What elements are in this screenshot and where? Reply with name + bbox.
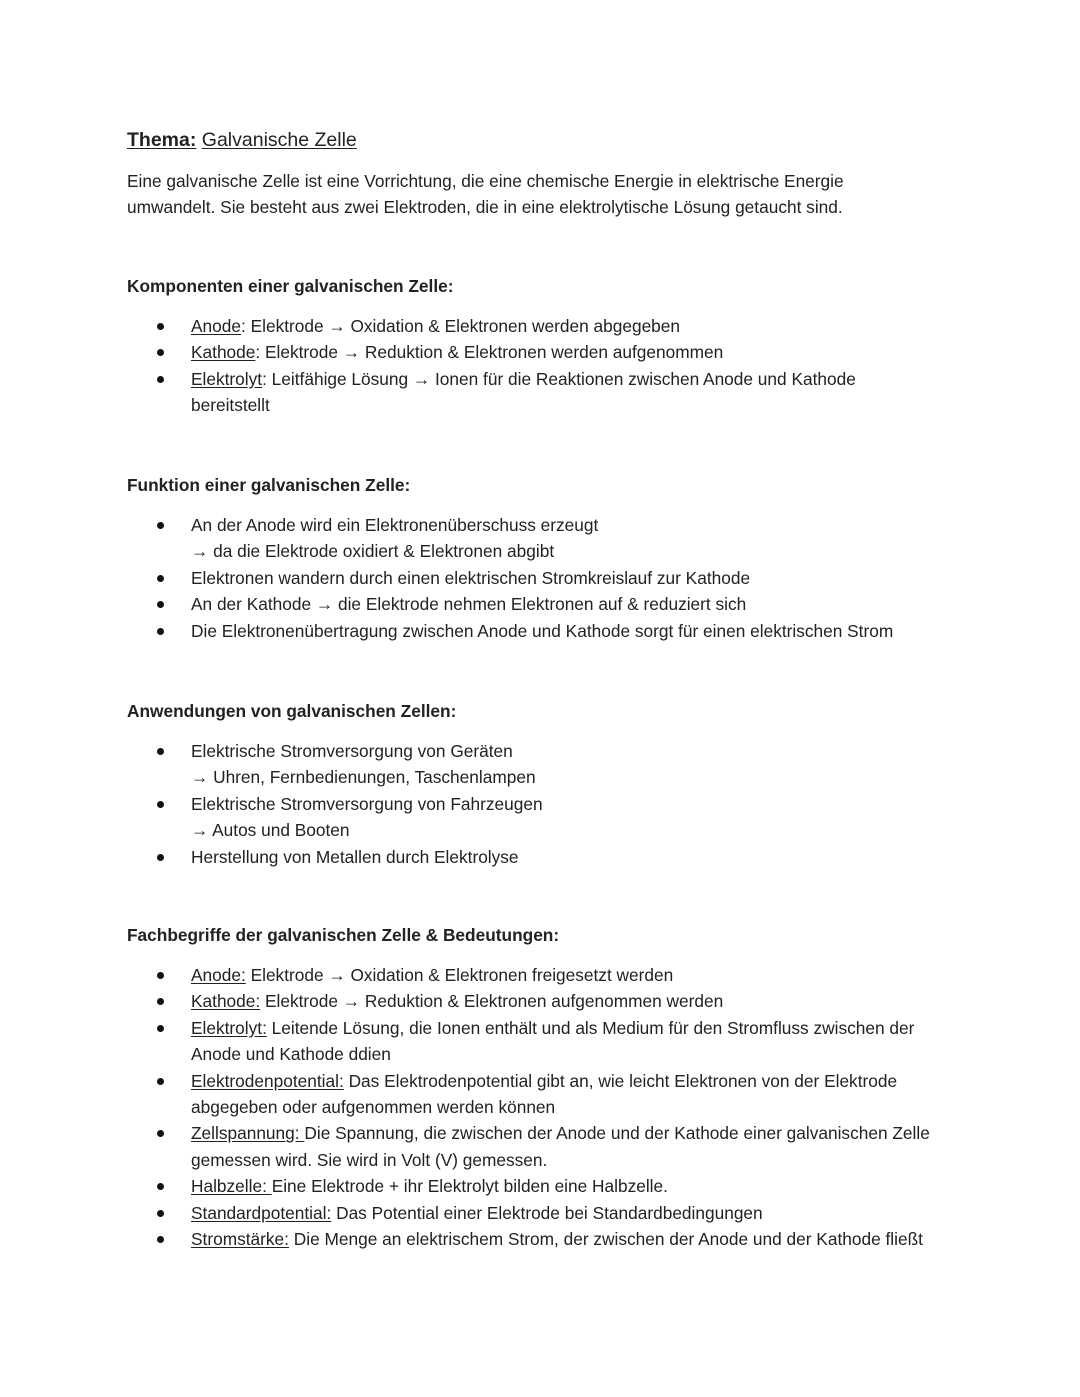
term: Kathode: [191, 991, 261, 1012]
definition: Das Potential einer Elektrode bei Standardbedingungen [331, 1202, 763, 1223]
list-item [0, 512, 971, 565]
list-item [0, 1068, 971, 1121]
term: Zellspannung: [191, 1123, 305, 1144]
definition-continuation: Anode und Kathode ddien [191, 1044, 391, 1065]
list-item [0, 366, 971, 419]
intro-line: umwandelt. Sie besteht aus zwei Elektroden, die in eine elektrolytische Lösung getaucht sind. [127, 197, 843, 218]
title-label: Thema: [127, 129, 197, 151]
item-sub-text: → Uhren, Fernbedienungen, Taschenlampen [191, 767, 536, 788]
term: Stromstärke: [191, 1229, 289, 1250]
term: Anode [191, 316, 241, 336]
item-text: Elektronen wandern durch einen elektrischen Stromkreislauf zur Kathode [191, 567, 751, 588]
list-item [0, 618, 971, 644]
list-item [0, 1120, 971, 1173]
komponenten-list [0, 313, 1080, 419]
list-item [0, 738, 971, 791]
definition: Elektrode → Oxidation & Elektronen freigesetzt werden [245, 965, 674, 985]
term: Halbzelle: [191, 1176, 272, 1197]
section-heading-anwendungen: Anwendungen von galvanischen Zellen: [127, 701, 457, 721]
term: Elektrodenpotential: [191, 1070, 344, 1091]
list-item [0, 565, 971, 591]
list-item [0, 1015, 971, 1068]
page-title [127, 127, 357, 153]
definition: Eine Elektrode + ihr Elektrolyt bilden eine Halbzelle. [271, 1176, 668, 1197]
definition: Leitende Lösung, die Ionen enthält und als Medium für den Stromfluss zwischen der [266, 1017, 915, 1038]
term: Elektrolyt [191, 368, 263, 389]
list-item [0, 339, 971, 365]
list-item [0, 1200, 971, 1226]
definition: : Leitfähige Lösung → Ionen für die Reaktionen zwischen Anode und Kathode [262, 368, 856, 389]
term: Kathode [191, 342, 256, 363]
item-sub-text: → Autos und Booten [191, 820, 350, 841]
term: Standardpotential: [191, 1202, 332, 1223]
item-text: Elektrische Stromversorgung von Fahrzeugen [191, 793, 543, 814]
list-item [0, 591, 971, 617]
funktion-list [0, 512, 1080, 644]
section-heading-funktion: Funktion einer galvanischen Zelle: [127, 475, 411, 495]
list-item [0, 962, 971, 988]
item-text: Herstellung von Metallen durch Elektrolyse [191, 846, 519, 867]
item-text: An der Kathode → die Elektrode nehmen Elektronen auf & reduziert sich [191, 594, 747, 615]
definition: Die Menge an elektrischem Strom, der zwischen der Anode und der Kathode fließt [288, 1229, 923, 1250]
definition: Das Elektrodenpotential gibt an, wie leicht Elektronen von der Elektrode [343, 1070, 898, 1091]
term: Elektrolyt: [191, 1017, 267, 1038]
definition: : Elektrode → Oxidation & Elektronen werden abgegeben [240, 316, 681, 336]
list-item [0, 1173, 971, 1199]
definition-continuation: bereitstellt [191, 395, 270, 416]
definition: Die Spannung, die zwischen der Anode und der Kathode einer galvanischen Zelle [304, 1123, 930, 1144]
list-item [0, 313, 971, 339]
section-heading-komponenten: Komponenten einer galvanischen Zelle: [127, 276, 454, 296]
intro-line: Eine galvanische Zelle ist eine Vorrichtung, die eine chemische Energie in elektrische Energie [127, 171, 844, 191]
item-sub-text: → da die Elektrode oxidiert & Elektronen abgibt [191, 541, 555, 562]
section-heading-fachbegriffe: Fachbegriffe der galvanischen Zelle & Bedeutungen: [127, 925, 560, 945]
list-item [0, 1226, 971, 1252]
term: Anode: [191, 965, 246, 985]
definition-continuation: gemessen wird. Sie wird in Volt (V) gemessen. [191, 1149, 548, 1170]
list-item [0, 791, 971, 844]
item-text: An der Anode wird ein Elektronenüberschuss erzeugt [191, 515, 599, 535]
fachbegriffe-list [0, 962, 1080, 1252]
item-text: Elektrische Stromversorgung von Geräten [191, 741, 513, 761]
list-item [0, 988, 971, 1014]
definition: Elektrode → Reduktion & Elektronen aufgenommen werden [260, 991, 724, 1012]
definition-continuation: abgegeben oder aufgenommen werden können [191, 1097, 556, 1118]
item-text: Die Elektronenübertragung zwischen Anode und Kathode sorgt für einen elektrischen Strom [191, 620, 894, 641]
list-item [0, 844, 971, 870]
anwendungen-list [0, 738, 1080, 870]
intro-paragraph [127, 168, 1007, 221]
title-value: Galvanische Zelle [201, 129, 357, 151]
definition: : Elektrode → Reduktion & Elektronen werden aufgenommen [255, 342, 724, 363]
